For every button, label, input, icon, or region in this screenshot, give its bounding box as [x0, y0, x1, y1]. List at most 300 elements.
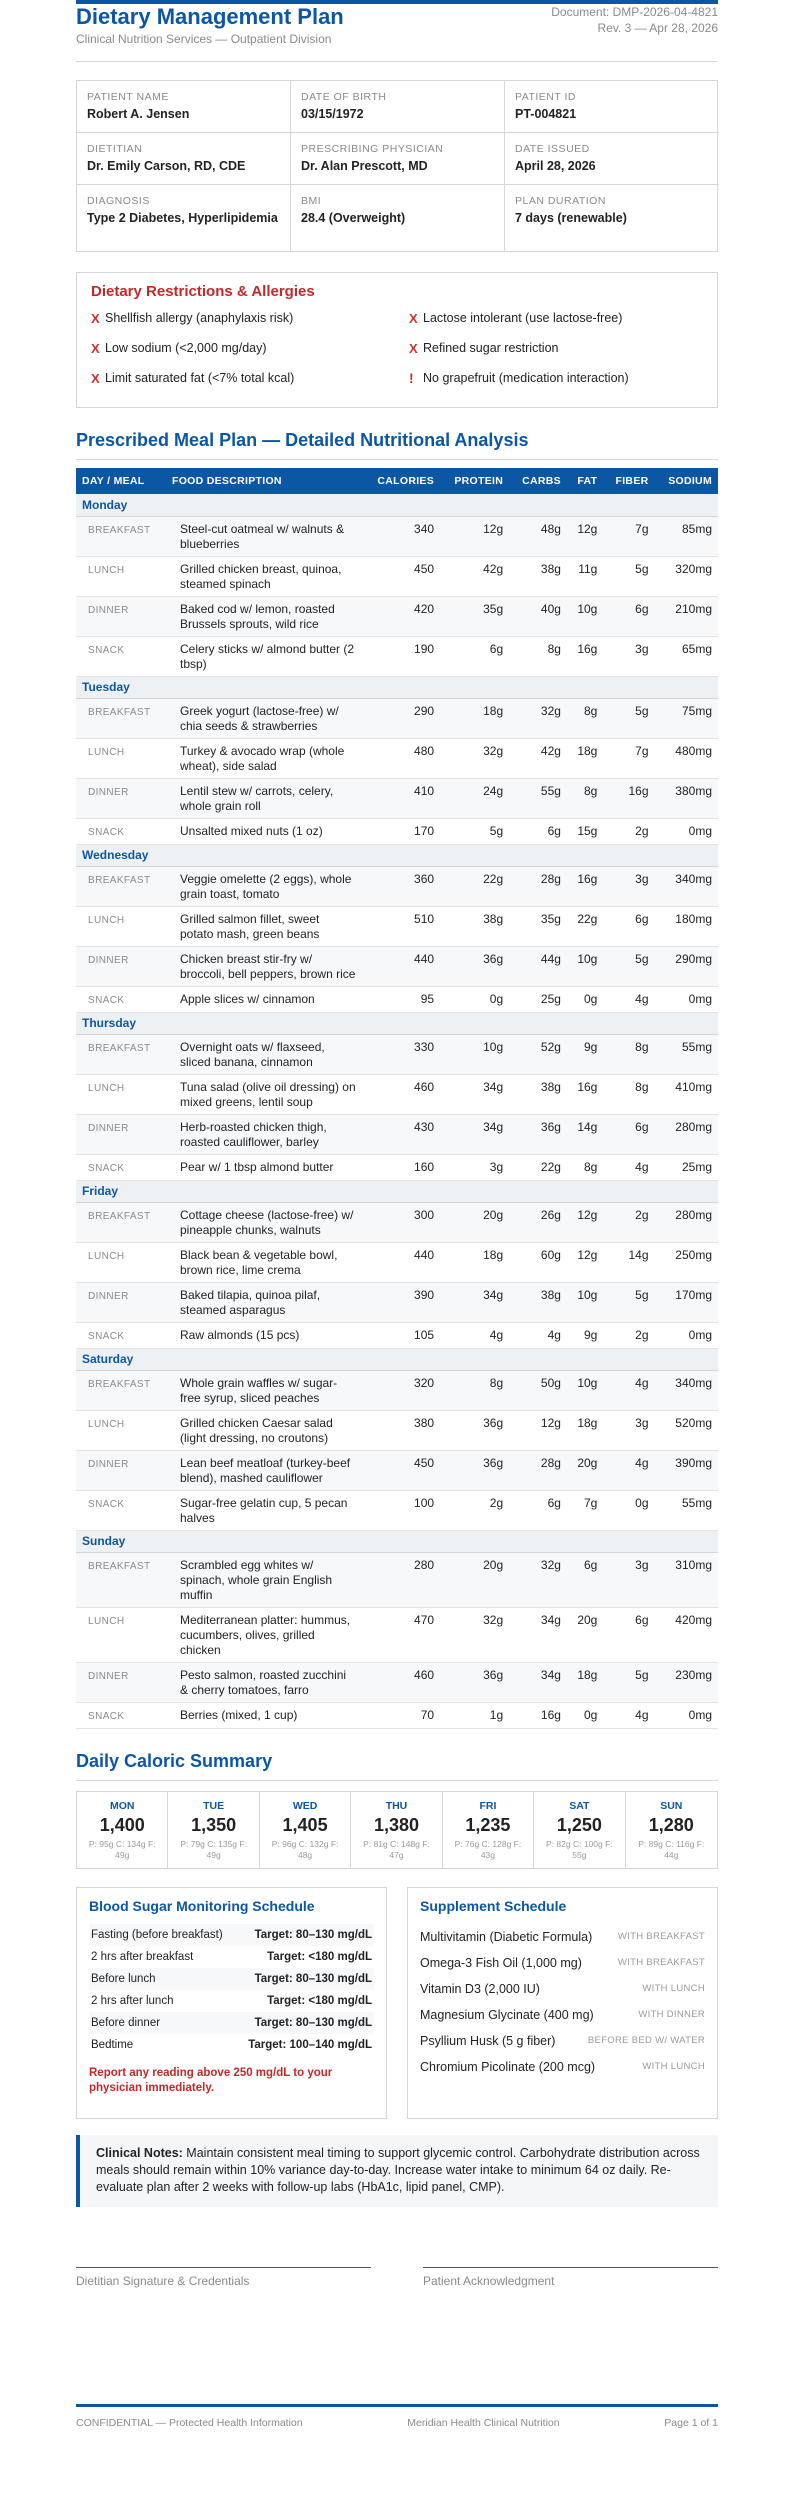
meal-sodium: 85mg	[655, 516, 719, 556]
column-header: FAT	[567, 468, 603, 494]
blood-sugar-target: Target: 80–130 mg/dL	[254, 1928, 372, 1941]
meal-carbs: 35g	[509, 906, 567, 946]
info-value: PT-004821	[515, 107, 577, 121]
restriction-text: Low sodium (<2,000 mg/day)	[105, 341, 267, 355]
info-value: Robert A. Jensen	[87, 107, 190, 121]
meal-description: Baked tilapia, quinoa pilaf, steamed asparagus	[166, 1282, 362, 1322]
info-label: BMI	[301, 195, 322, 207]
meal-type: LUNCH	[76, 1074, 166, 1114]
supplement-timing: BEFORE BED W/ WATER	[587, 2035, 705, 2046]
caloric-summary-title: Daily Caloric Summary	[76, 1751, 718, 1781]
meal-fat: 6g	[567, 1552, 603, 1607]
meal-sodium: 390mg	[655, 1450, 719, 1490]
day-label: Monday	[76, 494, 718, 516]
meal-type: BREAKFAST	[76, 1370, 166, 1410]
meal-sodium: 55mg	[655, 1034, 719, 1074]
meal-description: Scrambled egg whites w/ spinach, whole grain English muffin	[166, 1552, 362, 1607]
meal-carbs: 52g	[509, 1034, 567, 1074]
meal-fat: 12g	[567, 516, 603, 556]
info-value: Dr. Emily Carson, RD, CDE	[87, 159, 246, 173]
meal-protein: 20g	[440, 1202, 509, 1242]
supplement-box	[407, 1887, 718, 2119]
restriction-text: Lactose intolerant (use lactose-free)	[423, 311, 623, 325]
table-row	[76, 1662, 718, 1702]
restriction-text: Shellfish allergy (anaphylaxis risk)	[105, 311, 294, 325]
day-label: Thursday	[76, 1012, 718, 1034]
meal-protein: 20g	[440, 1552, 509, 1607]
meal-carbs: 60g	[509, 1242, 567, 1282]
info-cell	[291, 133, 505, 185]
table-row	[76, 1074, 718, 1114]
monitoring-and-supplements	[76, 1887, 718, 2119]
document-footer	[76, 2404, 718, 2429]
info-cell	[505, 185, 719, 251]
meal-description: Baked cod w/ lemon, roasted Brussels sprouts, wild rice	[166, 596, 362, 636]
day-label: Tuesday	[76, 676, 718, 698]
info-cell	[77, 81, 291, 133]
caloric-day: SUN	[660, 1799, 683, 1812]
caloric-macros: P: 79g C: 135g F: 49g	[180, 1838, 247, 1860]
meal-protein: 6g	[440, 636, 509, 676]
meal-description: Raw almonds (15 pcs)	[166, 1322, 362, 1348]
meal-fiber: 16g	[603, 778, 654, 818]
meal-description: Pesto salmon, roasted zucchini & cherry tomatoes, farro	[166, 1662, 362, 1702]
meal-cal: 460	[362, 1074, 440, 1114]
meal-description: Veggie omelette (2 eggs), whole grain toast, tomato	[166, 866, 362, 906]
meal-protein: 36g	[440, 946, 509, 986]
meal-carbs: 42g	[509, 738, 567, 778]
info-label: DIETITIAN	[87, 143, 143, 155]
meal-sodium: 340mg	[655, 866, 719, 906]
meal-carbs: 22g	[509, 1154, 567, 1180]
supplement-row	[420, 2028, 705, 2054]
day-label: Friday	[76, 1180, 718, 1202]
column-header: FIBER	[603, 468, 654, 494]
caloric-macros: P: 89g C: 116g F: 44g	[638, 1838, 705, 1860]
caloric-macros: P: 82g C: 100g F: 55g	[546, 1838, 613, 1860]
meal-cal: 410	[362, 778, 440, 818]
meal-fat: 10g	[567, 1282, 603, 1322]
meal-sodium: 340mg	[655, 1370, 719, 1410]
day-row	[76, 1530, 718, 1552]
blood-sugar-time: Before dinner	[91, 2016, 161, 2029]
meal-sodium: 170mg	[655, 1282, 719, 1322]
blood-sugar-row	[89, 1968, 374, 1990]
meal-protein: 0g	[440, 986, 509, 1012]
meal-description: Grilled chicken Caesar salad (light dressing, no croutons)	[166, 1410, 362, 1450]
meal-carbs: 34g	[509, 1607, 567, 1662]
meal-fiber: 6g	[603, 596, 654, 636]
meal-protein: 36g	[440, 1662, 509, 1702]
caloric-day-cell	[626, 1792, 717, 1868]
meal-cal: 70	[362, 1702, 440, 1728]
info-value: 7 days (renewable)	[515, 211, 627, 225]
restriction-item	[409, 338, 709, 358]
meal-type: SNACK	[76, 818, 166, 844]
info-value: 03/15/1972	[301, 107, 364, 121]
meal-type: LUNCH	[76, 738, 166, 778]
meal-cal: 440	[362, 1242, 440, 1282]
meal-fiber: 2g	[603, 1202, 654, 1242]
meal-sodium: 320mg	[655, 556, 719, 596]
meal-table-header	[76, 468, 718, 494]
meal-description: Unsalted mixed nuts (1 oz)	[166, 818, 362, 844]
meal-cal: 290	[362, 698, 440, 738]
meal-sodium: 0mg	[655, 986, 719, 1012]
column-header: DAY / MEAL	[76, 468, 166, 494]
blood-sugar-list	[89, 1924, 374, 2056]
meal-fat: 10g	[567, 946, 603, 986]
meal-description: Berries (mixed, 1 cup)	[166, 1702, 362, 1728]
meal-description: Tuna salad (olive oil dressing) on mixed greens, lentil soup	[166, 1074, 362, 1114]
meal-protein: 22g	[440, 866, 509, 906]
supplement-name: Multivitamin (Diabetic Formula)	[420, 1929, 593, 1944]
meal-fiber: 5g	[603, 698, 654, 738]
caloric-day: FRI	[479, 1799, 497, 1812]
meal-fat: 10g	[567, 596, 603, 636]
info-cell	[291, 81, 505, 133]
meal-carbs: 32g	[509, 1552, 567, 1607]
meal-fiber: 4g	[603, 1450, 654, 1490]
blood-sugar-time: Fasting (before breakfast)	[91, 1928, 223, 1941]
document-revision: Rev. 3 — Apr 28, 2026	[597, 21, 718, 35]
info-label: DIAGNOSIS	[87, 195, 150, 207]
day-row	[76, 844, 718, 866]
meal-cal: 440	[362, 946, 440, 986]
meal-cal: 170	[362, 818, 440, 844]
info-label: DATE OF BIRTH	[301, 91, 387, 103]
cross-icon: X	[91, 310, 100, 326]
blood-sugar-row	[89, 1946, 374, 1968]
supplement-row	[420, 2054, 705, 2080]
day-row	[76, 494, 718, 516]
supplement-row	[420, 1976, 705, 2002]
meal-carbs: 8g	[509, 636, 567, 676]
caloric-day: WED	[292, 1799, 318, 1812]
meal-fiber: 6g	[603, 1607, 654, 1662]
meal-carbs: 12g	[509, 1410, 567, 1450]
info-value: Type 2 Diabetes, Hyperlipidemia	[87, 211, 278, 225]
meal-fat: 22g	[567, 906, 603, 946]
meal-fiber: 5g	[603, 946, 654, 986]
meal-fiber: 3g	[603, 636, 654, 676]
meal-carbs: 38g	[509, 1074, 567, 1114]
meal-protein: 1g	[440, 1702, 509, 1728]
blood-sugar-row	[89, 1924, 374, 1946]
info-label: PATIENT NAME	[87, 91, 169, 103]
footer-organization: Meridian Health Clinical Nutrition	[407, 2417, 560, 2429]
blood-sugar-row	[89, 2034, 374, 2056]
warning-icon: !	[409, 370, 414, 386]
day-label: Saturday	[76, 1348, 718, 1370]
meal-description: Grilled chicken breast, quinoa, steamed spinach	[166, 556, 362, 596]
table-row	[76, 636, 718, 676]
meal-type: SNACK	[76, 636, 166, 676]
meal-sodium: 75mg	[655, 698, 719, 738]
meal-protein: 36g	[440, 1410, 509, 1450]
meal-cal: 340	[362, 516, 440, 556]
blood-sugar-row	[89, 2012, 374, 2034]
meal-fat: 8g	[567, 778, 603, 818]
supplement-name: Chromium Picolinate (200 mcg)	[420, 2059, 596, 2074]
meal-carbs: 48g	[509, 516, 567, 556]
blood-sugar-title: Blood Sugar Monitoring Schedule	[89, 1897, 315, 1914]
supplement-name: Omega-3 Fish Oil (1,000 mg)	[420, 1955, 582, 1970]
meal-fat: 11g	[567, 556, 603, 596]
meal-cal: 380	[362, 1410, 440, 1450]
dietitian-signature-line[interactable]: Dietitian Signature & Credentials	[76, 2267, 371, 2288]
meal-fat: 0g	[567, 986, 603, 1012]
meal-fat: 16g	[567, 1074, 603, 1114]
meal-type: SNACK	[76, 1322, 166, 1348]
caloric-day-cell	[351, 1792, 442, 1868]
patient-acknowledgment-line[interactable]: Patient Acknowledgment	[423, 2267, 718, 2288]
table-row	[76, 946, 718, 986]
caloric-macros: P: 76g C: 128g F: 43g	[454, 1838, 522, 1860]
caloric-total: 1,235	[465, 1814, 511, 1835]
blood-sugar-target: Target: <180 mg/dL	[267, 1994, 372, 2007]
supplement-row	[420, 1950, 705, 1976]
meal-sodium: 0mg	[655, 1322, 719, 1348]
meal-cal: 450	[362, 556, 440, 596]
meal-fat: 9g	[567, 1034, 603, 1074]
meal-fiber: 4g	[603, 1154, 654, 1180]
meal-cal: 320	[362, 1370, 440, 1410]
column-header: SODIUM	[655, 468, 719, 494]
table-row	[76, 738, 718, 778]
meal-sodium: 25mg	[655, 1154, 719, 1180]
meal-protein: 34g	[440, 1114, 509, 1154]
meal-type: DINNER	[76, 946, 166, 986]
meal-type: SNACK	[76, 1490, 166, 1530]
meal-carbs: 50g	[509, 1370, 567, 1410]
document-subtitle: Clinical Nutrition Services — Outpatient Division	[76, 32, 332, 46]
meal-fiber: 3g	[603, 866, 654, 906]
meal-fiber: 3g	[603, 1552, 654, 1607]
meal-cal: 105	[362, 1322, 440, 1348]
supplement-timing: WITH BREAKFAST	[617, 1957, 705, 1968]
info-label: PLAN DURATION	[515, 195, 606, 207]
meal-description: Whole grain waffles w/ sugar-free syrup, sliced peaches	[166, 1370, 362, 1410]
document-header	[76, 0, 718, 62]
meal-carbs: 28g	[509, 866, 567, 906]
meal-fiber: 5g	[603, 1282, 654, 1322]
meal-protein: 34g	[440, 1074, 509, 1114]
restrictions-box	[76, 272, 718, 408]
meal-fiber: 3g	[603, 1410, 654, 1450]
signature-area	[76, 2267, 718, 2288]
meal-cal: 470	[362, 1607, 440, 1662]
restriction-text: Refined sugar restriction	[423, 341, 559, 355]
info-label: DATE ISSUED	[515, 143, 590, 155]
meal-carbs: 38g	[509, 1282, 567, 1322]
clinical-notes-text: Maintain consistent meal timing to support glycemic control. Carbohydrate distribution across meals should remain within 10% variance day-to-day. Increase water intake to minimum 64 oz daily. Re-evaluate plan after 2 weeks with follow-up labs (HbA1c, lipid panel, CMP).	[96, 2145, 700, 2194]
meal-type: BREAKFAST	[76, 516, 166, 556]
meal-type: BREAKFAST	[76, 1552, 166, 1607]
meal-type: DINNER	[76, 596, 166, 636]
meal-carbs: 55g	[509, 778, 567, 818]
meal-protein: 3g	[440, 1154, 509, 1180]
caloric-total: 1,400	[99, 1814, 145, 1835]
info-label: PRESCRIBING PHYSICIAN	[301, 143, 444, 155]
meal-cal: 100	[362, 1490, 440, 1530]
clinical-notes-label: Clinical Notes:	[96, 2145, 183, 2160]
meal-fat: 20g	[567, 1607, 603, 1662]
meal-type: BREAKFAST	[76, 1034, 166, 1074]
table-row	[76, 1282, 718, 1322]
blood-sugar-target: Target: <180 mg/dL	[267, 1950, 372, 1963]
meal-sodium: 180mg	[655, 906, 719, 946]
meal-description: Black bean & vegetable bowl, brown rice, lime crema	[166, 1242, 362, 1282]
meal-sodium: 230mg	[655, 1662, 719, 1702]
document-title: Dietary Management Plan	[76, 4, 344, 29]
meal-sodium: 480mg	[655, 738, 719, 778]
restrictions-list	[91, 308, 703, 388]
meal-fat: 8g	[567, 698, 603, 738]
cross-icon: X	[409, 340, 418, 356]
table-row	[76, 1410, 718, 1450]
meal-sodium: 280mg	[655, 1114, 719, 1154]
table-row	[76, 1034, 718, 1074]
caloric-day-cell	[260, 1792, 351, 1868]
column-header: FOOD DESCRIPTION	[166, 468, 362, 494]
info-cell	[505, 133, 719, 185]
meal-protein: 5g	[440, 818, 509, 844]
blood-sugar-target: Target: 100–140 mg/dL	[248, 2038, 372, 2051]
meal-sodium: 65mg	[655, 636, 719, 676]
caloric-day-cell	[443, 1792, 534, 1868]
meal-description: Cottage cheese (lactose-free) w/ pineapple chunks, walnuts	[166, 1202, 362, 1242]
meal-fat: 0g	[567, 1702, 603, 1728]
table-row	[76, 778, 718, 818]
supplement-name: Vitamin D3 (2,000 IU)	[420, 1981, 540, 1996]
caloric-total: 1,250	[556, 1814, 602, 1835]
meal-type: BREAKFAST	[76, 866, 166, 906]
info-cell	[77, 185, 291, 251]
blood-sugar-box	[76, 1887, 387, 2119]
restriction-item	[91, 368, 409, 388]
meal-description: Pear w/ 1 tbsp almond butter	[166, 1154, 362, 1180]
table-row	[76, 1154, 718, 1180]
meal-fat: 14g	[567, 1114, 603, 1154]
meal-plan-title: Prescribed Meal Plan — Detailed Nutritional Analysis	[76, 430, 718, 460]
info-label: PATIENT ID	[515, 91, 577, 103]
meal-sodium: 380mg	[655, 778, 719, 818]
meal-fiber: 7g	[603, 516, 654, 556]
caloric-day: MON	[109, 1799, 135, 1812]
meal-fat: 10g	[567, 1370, 603, 1410]
meal-fat: 12g	[567, 1202, 603, 1242]
meal-cal: 360	[362, 866, 440, 906]
meal-protein: 18g	[440, 1242, 509, 1282]
meal-carbs: 4g	[509, 1322, 567, 1348]
table-row	[76, 1242, 718, 1282]
meal-fiber: 8g	[603, 1034, 654, 1074]
table-row	[76, 1370, 718, 1410]
meal-protein: 2g	[440, 1490, 509, 1530]
meal-fat: 16g	[567, 636, 603, 676]
meal-type: DINNER	[76, 778, 166, 818]
patient-info-grid	[76, 80, 718, 252]
meal-fiber: 4g	[603, 1702, 654, 1728]
supplement-name: Magnesium Glycinate (400 mg)	[420, 2007, 594, 2022]
caloric-macros: P: 96g C: 132g F: 48g	[271, 1838, 339, 1860]
meal-protein: 18g	[440, 698, 509, 738]
meal-fiber: 4g	[603, 1370, 654, 1410]
table-row	[76, 906, 718, 946]
meal-fat: 20g	[567, 1450, 603, 1490]
restriction-text: Limit saturated fat (<7% total kcal)	[105, 371, 295, 385]
supplement-row	[420, 1924, 705, 1950]
blood-sugar-time: Bedtime	[91, 2038, 134, 2051]
info-value: Dr. Alan Prescott, MD	[301, 159, 428, 173]
meal-fat: 18g	[567, 738, 603, 778]
footer-page-number: Page 1 of 1	[664, 2417, 718, 2429]
info-cell	[505, 81, 719, 133]
meal-description: Apple slices w/ cinnamon	[166, 986, 362, 1012]
meal-sodium: 410mg	[655, 1074, 719, 1114]
meal-cal: 330	[362, 1034, 440, 1074]
meal-protein: 12g	[440, 516, 509, 556]
caloric-macros: P: 81g C: 148g F: 47g	[363, 1838, 430, 1860]
meal-type: SNACK	[76, 1154, 166, 1180]
meal-fiber: 14g	[603, 1242, 654, 1282]
blood-sugar-row	[89, 1990, 374, 2012]
cross-icon: X	[409, 310, 418, 326]
meal-type: LUNCH	[76, 906, 166, 946]
caloric-day: THU	[385, 1799, 408, 1812]
meal-cal: 460	[362, 1662, 440, 1702]
meal-sodium: 210mg	[655, 596, 719, 636]
caloric-total: 1,405	[282, 1814, 328, 1835]
meal-carbs: 26g	[509, 1202, 567, 1242]
meal-type: BREAKFAST	[76, 1202, 166, 1242]
meal-sodium: 310mg	[655, 1552, 719, 1607]
meal-cal: 420	[362, 596, 440, 636]
meal-sodium: 0mg	[655, 818, 719, 844]
meal-carbs: 34g	[509, 1662, 567, 1702]
meal-carbs: 40g	[509, 596, 567, 636]
meal-description: Greek yogurt (lactose-free) w/ chia seeds & strawberries	[166, 698, 362, 738]
meal-fiber: 4g	[603, 986, 654, 1012]
day-row	[76, 1180, 718, 1202]
meal-type: LUNCH	[76, 1242, 166, 1282]
meal-description: Lentil stew w/ carrots, celery, whole grain roll	[166, 778, 362, 818]
meal-cal: 280	[362, 1552, 440, 1607]
meal-description: Steel-cut oatmeal w/ walnuts & blueberries	[166, 516, 362, 556]
meal-type: DINNER	[76, 1662, 166, 1702]
table-row	[76, 1202, 718, 1242]
supplement-name: Psyllium Husk (5 g fiber)	[420, 2033, 556, 2048]
day-label: Sunday	[76, 1530, 718, 1552]
meal-fat: 12g	[567, 1242, 603, 1282]
meal-type: SNACK	[76, 1702, 166, 1728]
table-row	[76, 818, 718, 844]
table-row	[76, 596, 718, 636]
table-row	[76, 866, 718, 906]
meal-carbs: 32g	[509, 698, 567, 738]
meal-protein: 4g	[440, 1322, 509, 1348]
meal-fiber: 5g	[603, 556, 654, 596]
meal-carbs: 36g	[509, 1114, 567, 1154]
meal-fiber: 6g	[603, 1114, 654, 1154]
caloric-day-cell	[77, 1792, 168, 1868]
meal-sodium: 290mg	[655, 946, 719, 986]
meal-fiber: 8g	[603, 1074, 654, 1114]
table-row	[76, 1552, 718, 1607]
meal-description: Mediterranean platter: hummus, cucumbers, olives, grilled chicken	[166, 1607, 362, 1662]
meal-carbs: 16g	[509, 1702, 567, 1728]
